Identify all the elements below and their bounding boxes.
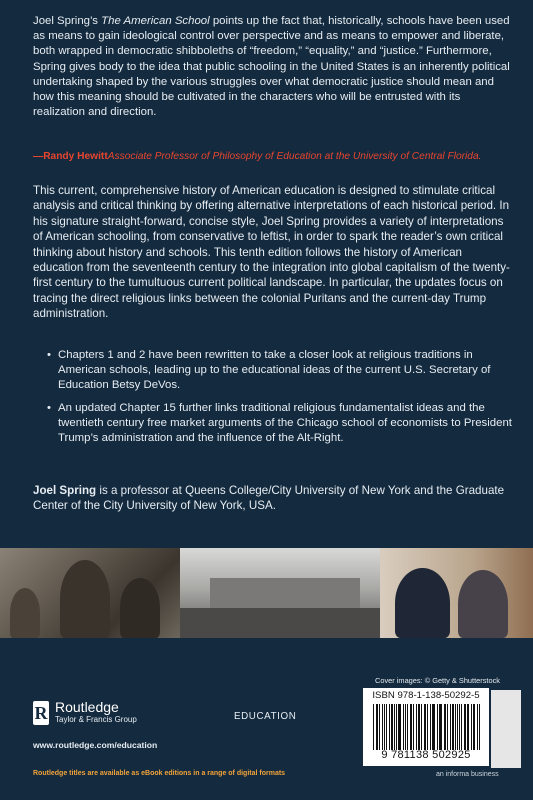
barcode-bar xyxy=(382,704,383,750)
barcode-bar xyxy=(467,704,469,750)
barcode-bar xyxy=(455,704,456,750)
barcode-bar xyxy=(373,704,374,750)
quote-book-title: The American School xyxy=(101,15,210,27)
attribution-title: Associate Professor of Philosophy of Education at the University of Central Florida. xyxy=(107,151,482,162)
informa-label: an informa business xyxy=(436,771,499,778)
barcode-bar xyxy=(433,704,435,750)
barcode-bar xyxy=(437,704,438,750)
barcode-bar xyxy=(464,704,465,750)
barcode-bar xyxy=(474,704,475,750)
barcode-bar xyxy=(424,704,425,750)
barcode-bar xyxy=(386,704,387,750)
barcode-bar xyxy=(379,704,380,750)
author-bio-text: is a professor at Queens College/City University of New York and the Graduate Center of the City University of New York, USA. xyxy=(33,484,505,513)
attribution-name: —Randy Hewitt xyxy=(33,151,108,162)
barcode-bar xyxy=(425,704,426,750)
barcode-bar xyxy=(376,704,377,750)
barcode-bar xyxy=(427,704,428,750)
barcode-bar xyxy=(377,704,378,750)
historical-reading-photo xyxy=(0,548,180,638)
barcode-bar xyxy=(479,704,480,750)
barcode-bar xyxy=(394,704,395,750)
barcode xyxy=(363,688,489,766)
quote-lead: Joel Spring’s xyxy=(33,15,102,27)
price-strip xyxy=(491,690,521,768)
publisher-website: www.routledge.com/education xyxy=(33,740,158,750)
publisher-name: Routledge xyxy=(55,699,119,715)
cover-image-credit: Cover images: © Getty & Shutterstock xyxy=(375,676,500,685)
endorsement-attribution xyxy=(33,150,513,163)
classroom-photo xyxy=(180,548,380,638)
barcode-bar xyxy=(418,704,420,750)
author-name: Joel Spring xyxy=(33,484,97,497)
barcode-bar xyxy=(416,704,417,750)
barcode-bar xyxy=(396,704,397,750)
barcode-bars xyxy=(373,704,481,750)
politicians-photo xyxy=(380,548,533,638)
barcode-bar xyxy=(421,704,422,750)
barcode-bar xyxy=(410,704,411,750)
barcode-bar xyxy=(457,704,458,750)
bullet-glyph: • xyxy=(47,402,51,414)
routledge-logo-mark: R xyxy=(34,702,48,723)
author-bio xyxy=(33,483,513,514)
barcode-bar xyxy=(461,704,462,750)
barcode-bar xyxy=(407,704,408,750)
barcode-bar xyxy=(398,704,399,750)
list-item: • An updated Chapter 15 further links traditional religious fundamentalist ideas and the twentieth century free market arguments of the Chicago school of economists to President Trump’s administration and the influence of the Alt-Right. xyxy=(47,402,512,444)
quote-body: points up the fact that, historically, schools have been used as means to gain ideological control over perspective and as means to empower and liberate, both wrapped in democratic shibboleths of “freedom,” “equality,” and “justice.” Furthermore, Spring gives body to the idea that public schooling in the United States is an inherently political undertaking shaped by the various struggles over what democratic justice should mean and how this meaning should be cultivated in the characters who will be entrusted with its realization and direction. xyxy=(33,15,510,119)
barcode-bar xyxy=(440,704,441,750)
barcode-bar xyxy=(465,704,466,750)
barcode-bar xyxy=(459,704,460,750)
subject-category: EDUCATION xyxy=(234,711,297,722)
bullet-glyph: • xyxy=(47,349,51,361)
barcode-bar xyxy=(447,704,448,750)
barcode-bar xyxy=(399,704,401,750)
barcode-bar xyxy=(413,704,414,750)
book-description: This current, comprehensive history of American education is designed to stimulate critical analysis and critical thinking by offering alternative interpretations of each historical period. In his signature straight-forward, concise style, Joel Spring provides a variety of interpretations of American schooling, from conservative to leftist, in order to spark the reader’s own critical thinking about history and schools. This tenth edition follows the history of American education from the seventeenth century to the integration into global capitalism of the twenty-first century to the tumultuous current political landscape. In particular, the updates focus on tracing the direct religious links between the colonial Puritans and the current-day Trump administration. xyxy=(33,184,510,321)
barcode-bar xyxy=(450,704,451,750)
barcode-bar xyxy=(405,704,406,750)
barcode-bar xyxy=(384,704,386,750)
barcode-bar xyxy=(473,704,474,750)
barcode-bar xyxy=(391,704,392,750)
barcode-bar xyxy=(471,704,472,750)
cover-photo-strip xyxy=(0,548,533,638)
feature-list xyxy=(47,348,517,454)
barcode-bar xyxy=(444,704,445,750)
barcode-bar xyxy=(403,704,404,750)
barcode-number: 9 781138 502925 xyxy=(381,749,471,761)
barcode-bar xyxy=(411,704,412,750)
barcode-bar xyxy=(430,704,431,750)
list-item: • Chapters 1 and 2 have been rewritten to take a closer look at religious traditions in American schools, leading up to the educational ideas of the current U.S. Secretary of Education Betsy DeVos. xyxy=(47,349,491,391)
ebook-note: Routledge titles are available as eBook editions in a range of digital formats xyxy=(33,770,286,777)
barcode-bar xyxy=(389,704,390,750)
isbn-label: ISBN 978-1-138-50292-5 xyxy=(372,690,480,701)
barcode-bar xyxy=(477,704,478,750)
barcode-bar xyxy=(445,704,446,750)
publisher-group: Taylor & Francis Group xyxy=(55,715,137,724)
barcode-bar xyxy=(452,704,454,750)
publisher-logo xyxy=(33,700,137,725)
endorsement-quote xyxy=(33,14,513,120)
barcode-bar xyxy=(439,704,440,750)
barcode-bar xyxy=(432,704,433,750)
